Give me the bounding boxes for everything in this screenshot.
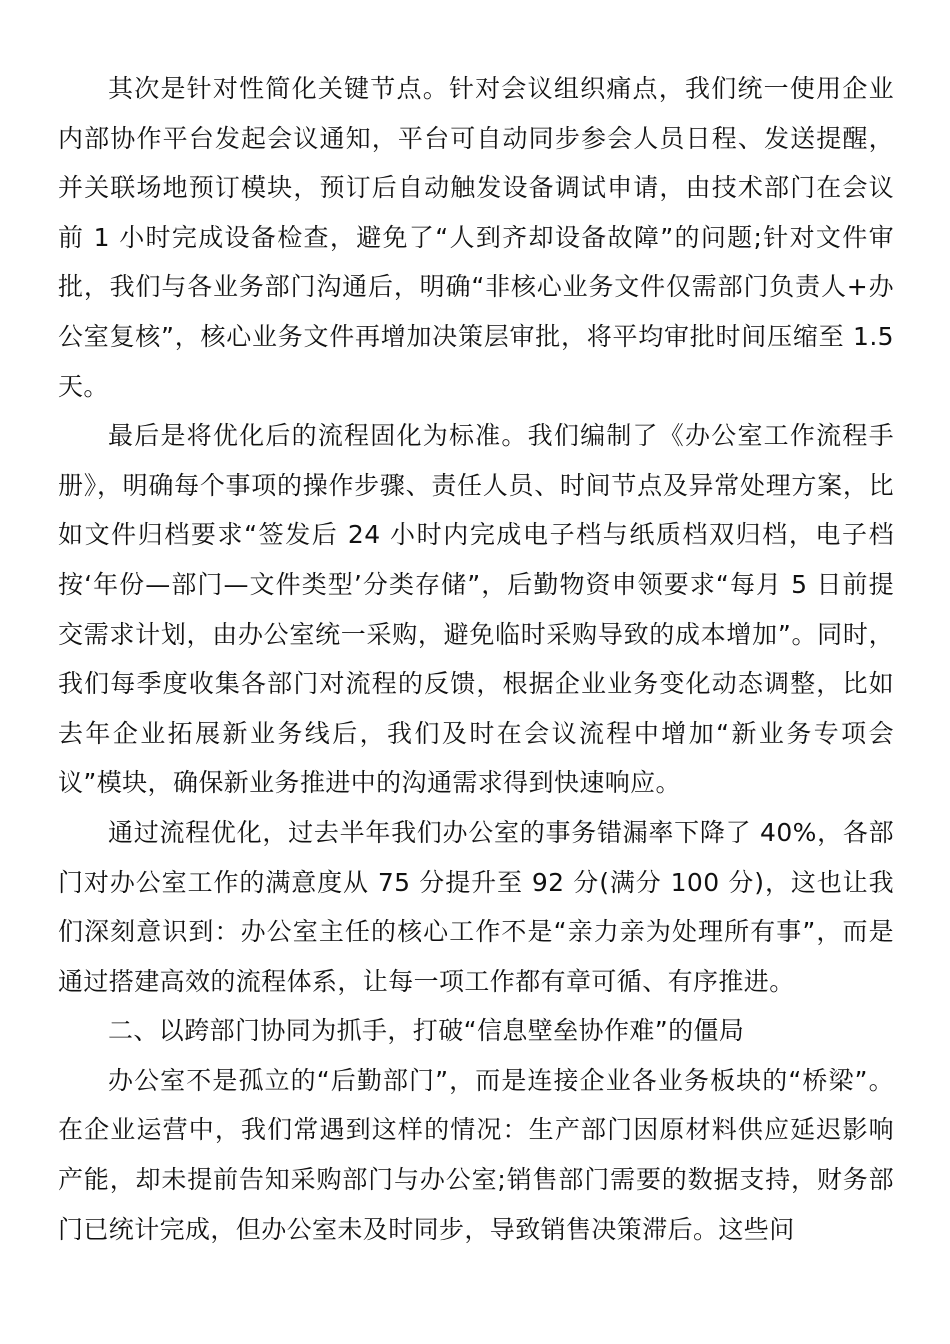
paragraph-simplify-key-nodes: 其次是针对性简化关键节点。针对会议组织痛点，我们统一使用企业内部协作平台发起会议通知，平台可自动同步参会人员日程、发送提醒，并关联场地预订模块，预订后自动触发设备调试申请，由技术部门在会议前 1 小时完成设备检查，避免了“人到齐却设备故障”的问题;针对文件审批，我们与各业务部门沟通后，明确“非核心业务文件仅需部门负责人+办公室复核”，核心业务文件再增加决策层审批，将平均审批时间压缩至 1.5 天。 bbox=[58, 74, 894, 401]
section-heading-cross-department: 二、以跨部门协同为抓手，打破“信息壁垒协作难”的僵局 bbox=[108, 1016, 745, 1046]
paragraph-office-as-bridge: 办公室不是孤立的“后勤部门”，而是连接企业各业务板块的“桥梁”。在企业运营中，我们常遇到这样的情况：生产部门因原材料供应延迟影响产能，却未提前告知采购部门与办公室;销售部门需要的数据支持，财务部门已统计完成，但办公室未及时同步，导致销售决策滞后。这些问 bbox=[58, 1065, 894, 1244]
paragraph-standardize-process: 最后是将优化后的流程固化为标准。我们编制了《办公室工作流程手册》，明确每个事项的操作步骤、责任人员、时间节点及异常处理方案，比如文件归档要求“签发后 24 小时内完成电子档与纸质档双归档，电子档按‘年份—部门—文件类型’分类存储”，后勤物资申领要求“每月 5 日前提交需求计划，由办公室统一采购，避免临时采购导致的成本增加”。同时，我们每季度收集各部门对流程的反馈，根据企业业务变化动态调整，比如去年企业拓展新业务线后，我们及时在会议流程中增加“新业务专项会议”模块，确保新业务推进中的沟通需求得到快速响应。 bbox=[58, 421, 894, 798]
paragraph-optimization-results: 通过流程优化，过去半年我们办公室的事务错漏率下降了 40%，各部门对办公室工作的满意度从 75 分提升至 92 分(满分 100 分)，这也让我们深刻意识到：办公室主任的核心工作不是“亲力亲为处理所有事”，而是通过搭建高效的流程体系，让每一项工作都有章可循、有序推进。 bbox=[58, 817, 894, 996]
document-page bbox=[58, 64, 894, 1254]
